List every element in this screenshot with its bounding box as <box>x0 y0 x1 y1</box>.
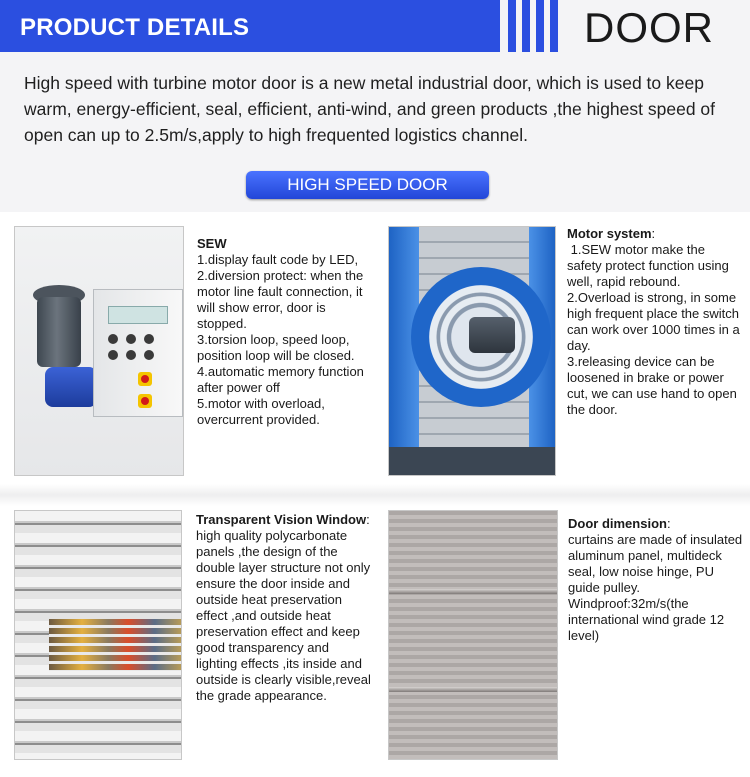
dimension-text: curtains are made of insulated aluminum panel, multideck seal, low noise hinge, PU guide pulley. Windproof:32m/s(the international wind grade 12 level) <box>568 532 743 643</box>
motor-line: 3.releasing device can be loosened in brake or power cut, we can use hand to open the door. <box>567 354 737 417</box>
sew-line: 5.motor with overload, overcurrent provided. <box>197 396 325 427</box>
dimension-description <box>568 516 744 644</box>
dimension-panel <box>375 510 748 770</box>
motor-line: 2.Overload is strong, in some high frequent place the switch can work over 1000 times in a day. <box>567 290 740 353</box>
motor-system-image <box>388 226 556 476</box>
section-divider <box>0 484 750 506</box>
motor-panel <box>375 226 748 476</box>
page-title: PRODUCT DETAILS <box>20 14 250 41</box>
header-stripe <box>550 0 558 52</box>
sew-line: 1.display fault code by LED, <box>197 252 359 267</box>
sew-line: 2.diversion protect: when the motor line fault connection, it will show error, door is stopped. <box>197 268 364 331</box>
sew-line: 4.automatic memory function after power off <box>197 364 364 395</box>
sew-title: SEW <box>197 236 227 251</box>
motor-title-colon: : <box>651 226 656 241</box>
motor-line: 1.SEW motor make the safety protect function using well, rapid rebound. <box>567 242 733 289</box>
motor-title: Motor system <box>567 226 652 241</box>
dimension-title-colon: : <box>666 516 671 531</box>
header-title-band <box>0 0 500 52</box>
sew-panel <box>0 226 373 476</box>
header-bar <box>0 0 750 52</box>
sew-line: 3.torsion loop, speed loop, position loop will be closed. <box>197 332 355 363</box>
header-stripe <box>522 0 530 52</box>
window-panel <box>0 510 373 770</box>
window-title-colon: : <box>366 512 370 527</box>
intro-text: High speed with turbine motor door is a new metal industrial door, which is used to keep warm, energy-efficient, seal, efficient, anti-wind, and green products ,the highest speed of open can up to 2.5m/s,apply to high frequented logistics channel. <box>24 73 716 145</box>
header-stripe <box>536 0 544 52</box>
aluminum-panel-image <box>388 510 558 760</box>
motor-description <box>567 226 743 418</box>
sew-controller-image <box>14 226 184 476</box>
window-text: high quality polycarbonate panels ,the design of the double layer structure not only ensure the door inside and outside heat preservation effect ,and outside heat preservation effect and keep good transparency and lighting effects ,its inside and outside is clearly visible,reveal the grade appearance. <box>196 528 371 703</box>
door-label: DOOR <box>584 4 714 51</box>
vision-window-image <box>14 510 182 760</box>
header-stripe <box>508 0 516 52</box>
sew-description <box>197 236 373 428</box>
intro-section <box>0 52 750 212</box>
window-description <box>196 512 372 704</box>
dimension-title: Door dimension <box>568 516 667 531</box>
window-title: Transparent Vision Window <box>196 512 367 527</box>
high-speed-door-button[interactable]: HIGH SPEED DOOR <box>246 171 489 199</box>
